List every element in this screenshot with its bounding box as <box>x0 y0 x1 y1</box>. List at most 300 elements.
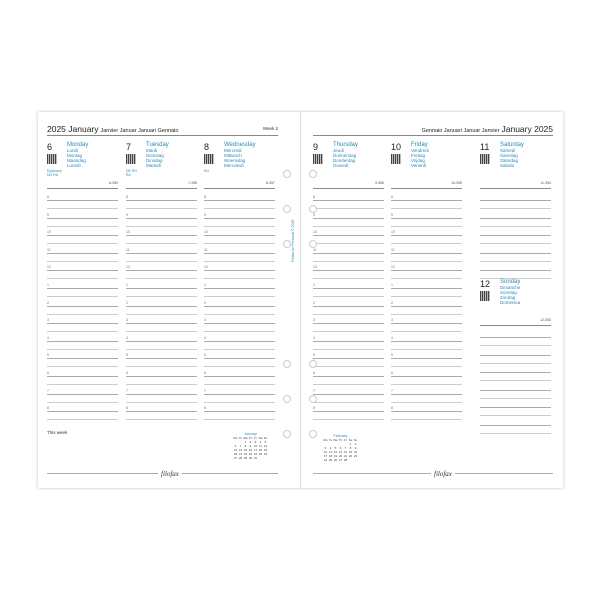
hour-label: 6 <box>313 371 315 375</box>
hour-line <box>391 235 462 236</box>
day-name-translation: Zondag <box>500 295 516 300</box>
hour-line <box>480 218 551 219</box>
hour-line <box>126 253 197 254</box>
day-name-translation: Jeudi <box>333 148 344 153</box>
day-name: Sunday Dimanche Sonntag Zondag Domenica <box>500 279 521 305</box>
day-name: Thursday Jeudi Donnerstag Donderdag Giovedì <box>333 142 359 168</box>
hour-line <box>313 411 384 412</box>
calendar-day: 19 <box>263 448 268 452</box>
punch-hole <box>283 395 291 403</box>
half-hour-line <box>126 384 197 385</box>
half-hour-line <box>391 278 462 279</box>
half-hour-line <box>126 402 197 403</box>
calendar-day: 25 <box>258 452 263 456</box>
calendar-day: 17 <box>253 448 258 452</box>
punch-hole <box>309 360 317 368</box>
hour-label: 6 <box>126 371 128 375</box>
hour-label: 10 <box>391 230 395 235</box>
hour-line <box>47 358 118 359</box>
hour-label: 7 <box>47 388 49 393</box>
half-hour-line <box>313 349 384 350</box>
hour-label: 8 <box>47 406 49 411</box>
calendar-day: 6 <box>339 446 342 450</box>
qr-code <box>204 154 214 164</box>
calendar-day: 24 <box>323 458 328 462</box>
day-rule <box>204 188 275 189</box>
hour-label: 10 <box>126 230 130 235</box>
calendar-day: 27 <box>233 456 238 460</box>
calendar-day: 9 <box>354 446 357 450</box>
half-hour-line <box>47 402 118 403</box>
day-name-translation: Lunedì <box>67 163 81 168</box>
day-name-translation: Mercredi <box>224 148 242 153</box>
calendar-day: 22 <box>243 452 248 456</box>
hour-line <box>313 341 384 342</box>
day-count: 11-354 <box>540 181 551 185</box>
hour-label: 7 <box>126 388 128 393</box>
hour-line <box>480 390 551 391</box>
weekday-label: Su <box>263 436 268 440</box>
half-hour-line <box>47 243 118 244</box>
half-hour-line <box>47 384 118 385</box>
calendar-day <box>263 456 268 460</box>
calendar-day: 31 <box>253 456 258 460</box>
hour-line <box>204 376 275 377</box>
calendar-day: 26 <box>333 458 338 462</box>
day-name: Wednesday Mercredi Mittwoch Woensdag Mercoledì <box>224 142 256 168</box>
calendar-month: February <box>333 434 348 438</box>
calendar-day: 18 <box>258 448 263 452</box>
day-name-translation: Samstag <box>500 153 518 158</box>
day-count: 6-359 <box>109 181 118 185</box>
calendar-day: 4 <box>259 440 262 444</box>
month-translations: Janvier Januar Januari Gennaio <box>100 128 179 134</box>
hour-line <box>204 270 275 271</box>
half-hour-line <box>313 278 384 279</box>
punch-hole <box>309 430 317 438</box>
calendar-grid <box>323 438 358 462</box>
calendar-day: 29 <box>243 456 248 460</box>
half-hour-line <box>204 331 275 332</box>
weekday-label: We <box>243 436 248 440</box>
hour-line <box>480 253 551 254</box>
hour-label: 3 <box>204 318 206 323</box>
calendar-day: 12 <box>333 450 338 454</box>
hour-label: 4 <box>126 335 128 340</box>
half-hour-line <box>313 419 384 420</box>
hour-line <box>47 200 118 201</box>
calendar-day: 23 <box>248 452 253 456</box>
half-hour-line <box>126 366 197 367</box>
hour-line <box>126 394 197 395</box>
day-rule <box>126 188 197 189</box>
half-hour-line <box>204 349 275 350</box>
hour-line <box>47 270 118 271</box>
day-number: 6 <box>47 142 53 152</box>
hour-line <box>480 372 551 373</box>
punch-hole <box>283 205 291 213</box>
half-hour-line <box>126 331 197 332</box>
half-hour-line <box>47 278 118 279</box>
hour-line <box>480 355 551 356</box>
half-hour-line <box>126 226 197 227</box>
half-hour-line <box>480 345 551 346</box>
hour-line <box>204 341 275 342</box>
title-rule <box>47 135 278 136</box>
hour-label: 7 <box>313 388 315 393</box>
half-hour-line <box>313 366 384 367</box>
hour-line <box>47 323 118 324</box>
day-name-translation: Martedì <box>146 163 162 168</box>
half-hour-line <box>204 226 275 227</box>
calendar-day: 8 <box>349 446 352 450</box>
hour-label: 5 <box>204 353 206 358</box>
title-rule <box>313 135 553 136</box>
day-number: 12 <box>480 279 491 289</box>
half-hour-line <box>313 314 384 315</box>
half-hour-line <box>480 208 551 209</box>
hour-label: 6 <box>391 371 393 375</box>
day-name: Friday Vendredi Freitag Vrijdag Venerdì <box>411 142 429 168</box>
holiday-note: DE RO RU <box>126 169 138 177</box>
hour-label: 12 <box>313 265 317 270</box>
half-hour-line <box>391 226 462 227</box>
half-hour-line <box>480 433 551 434</box>
hour-label: 12 <box>47 265 51 270</box>
hour-label: 8 <box>126 406 128 411</box>
half-hour-line <box>313 208 384 209</box>
hour-label: 12 <box>204 265 208 270</box>
half-hour-line <box>204 366 275 367</box>
punch-hole <box>309 205 317 213</box>
calendar-day: 16 <box>353 450 358 454</box>
calendar-day: 26 <box>263 452 268 456</box>
day-name-translation: Donderdag <box>333 158 356 163</box>
hour-label: 2 <box>126 300 128 305</box>
calendar-day: 4 <box>329 446 332 450</box>
half-hour-line <box>391 314 462 315</box>
day-number: 11 <box>480 142 490 152</box>
hour-label: 10 <box>313 230 317 235</box>
hour-line <box>47 411 118 412</box>
day-count: 8-357 <box>266 181 275 185</box>
hour-label: 5 <box>313 353 315 358</box>
hour-label: 8 <box>391 406 393 411</box>
hour-line <box>313 323 384 324</box>
half-hour-line <box>313 384 384 385</box>
calendar-day: 13 <box>233 448 238 452</box>
hour-label: 7 <box>391 388 393 393</box>
half-hour-line <box>313 402 384 403</box>
hour-line <box>47 288 118 289</box>
half-hour-line <box>126 349 197 350</box>
half-hour-line <box>204 314 275 315</box>
calendar-day: 5 <box>334 446 337 450</box>
calendar-day: 28 <box>238 456 243 460</box>
hour-line <box>313 235 384 236</box>
day-name-translation: Sabato <box>500 163 515 168</box>
half-hour-line <box>391 261 462 262</box>
hour-line <box>47 253 118 254</box>
hour-line <box>480 270 551 271</box>
hour-line <box>480 407 551 408</box>
hour-line <box>47 376 118 377</box>
hour-line <box>204 253 275 254</box>
calendar-day: 30 <box>248 456 253 460</box>
punch-hole <box>283 360 291 368</box>
hour-label: 1 <box>47 283 49 287</box>
half-hour-line <box>313 296 384 297</box>
day-name-translation: Venerdì <box>411 163 427 168</box>
month-title: January 2025 <box>501 124 553 134</box>
half-hour-line <box>47 261 118 262</box>
brand-line: Filofax for Personal © 2025 <box>291 219 295 262</box>
hour-line <box>391 323 462 324</box>
hour-line <box>391 411 462 412</box>
half-hour-line <box>391 419 462 420</box>
hour-line <box>126 235 197 236</box>
half-hour-line <box>480 243 551 244</box>
hour-label: 1 <box>313 283 315 287</box>
half-hour-line <box>313 243 384 244</box>
hour-line <box>47 341 118 342</box>
day-count: 7-358 <box>188 181 197 185</box>
half-hour-line <box>204 402 275 403</box>
day-name: Saturday Samedi Samstag Zaterdag Sabato <box>500 142 525 168</box>
day-name-translation: Dinsdag <box>146 158 163 163</box>
day-name-translation: Vendredi <box>411 148 429 153</box>
hour-line <box>126 200 197 201</box>
hour-label: 11 <box>126 247 130 252</box>
hour-label: 1 <box>126 283 128 287</box>
calendar-day: 28 <box>343 458 348 462</box>
mini-calendar-january <box>233 432 268 460</box>
day-name-translation: Domenica <box>500 300 521 305</box>
half-hour-line <box>47 208 118 209</box>
weekday-label: Th <box>338 438 343 442</box>
filofax-logo: filofax <box>431 470 455 478</box>
half-hour-line <box>47 226 118 227</box>
day-name-translation: Freitag <box>411 153 426 158</box>
left-title <box>47 124 178 134</box>
half-hour-line <box>480 398 551 399</box>
hour-label: 5 <box>391 353 393 358</box>
calendar-day: 1 <box>349 442 352 446</box>
hour-label: 1 <box>391 283 393 287</box>
day-name-translation: Samedi <box>500 148 516 153</box>
punch-hole <box>283 430 291 438</box>
hour-label: 6 <box>47 371 49 375</box>
half-hour-line <box>204 261 275 262</box>
day-name-translation: Sonntag <box>500 290 517 295</box>
hour-line <box>126 341 197 342</box>
hour-label: 11 <box>313 247 317 252</box>
qr-code <box>313 154 323 164</box>
calendar-day: 21 <box>238 452 243 456</box>
hour-label: 2 <box>313 300 315 305</box>
day-rule <box>480 325 551 326</box>
qr-code <box>391 154 401 164</box>
punch-hole <box>309 240 317 248</box>
hour-line <box>480 200 551 201</box>
calendar-day: 27 <box>338 458 343 462</box>
half-hour-line <box>204 384 275 385</box>
month-translations: Gennaio Januari Januar Janvier <box>421 128 500 134</box>
half-hour-line <box>480 363 551 364</box>
weekday-label: Fr <box>344 438 347 442</box>
weekday-label: Sa <box>348 438 353 442</box>
half-hour-line <box>480 380 551 381</box>
hour-line <box>313 358 384 359</box>
calendar-day: 11 <box>258 444 263 448</box>
day-name-translation: Zaterdag <box>500 158 519 163</box>
punch-hole <box>283 240 291 248</box>
weekday-label: Mo <box>233 436 238 440</box>
calendar-day: 2 <box>249 440 252 444</box>
hour-line <box>47 218 118 219</box>
calendar-grid <box>233 436 268 460</box>
half-hour-line <box>47 314 118 315</box>
hour-label: 10 <box>47 230 51 235</box>
half-hour-line <box>313 226 384 227</box>
hour-line <box>313 376 384 377</box>
day-name-translation: Mercoledì <box>224 163 244 168</box>
half-hour-line <box>204 243 275 244</box>
half-hour-line <box>480 261 551 262</box>
hour-label: 8 <box>204 406 206 411</box>
calendar-day: 13 <box>338 450 343 454</box>
hour-line <box>47 306 118 307</box>
calendar-day: 10 <box>323 450 328 454</box>
half-hour-line <box>391 402 462 403</box>
half-hour-line <box>391 366 462 367</box>
this-week-label: This week <box>47 430 68 435</box>
hour-label: 9 <box>126 212 128 217</box>
calendar-day: 20 <box>338 454 343 458</box>
holiday-note: RU <box>204 169 210 173</box>
calendar-month: January <box>244 432 257 436</box>
weekday-label: Th <box>248 436 253 440</box>
hour-label: 3 <box>391 318 393 323</box>
hour-label: 9 <box>47 212 49 217</box>
hour-label: 9 <box>313 212 315 217</box>
day-name-translation: Mittwoch <box>224 153 242 158</box>
hour-line <box>204 323 275 324</box>
calendar-day: 6 <box>234 444 237 448</box>
hour-label: 2 <box>204 300 206 305</box>
day-rule <box>391 188 462 189</box>
hour-line <box>204 288 275 289</box>
hour-label: 3 <box>47 318 49 323</box>
day-number: 9 <box>313 142 319 152</box>
hour-label: 12 <box>391 265 395 270</box>
day-name-translation: Maandag <box>67 158 86 163</box>
hour-line <box>204 411 275 412</box>
calendar-week <box>233 456 268 460</box>
hour-line <box>480 235 551 236</box>
hour-label: 4 <box>47 335 49 340</box>
day-name-translation: Dienstag <box>146 153 164 158</box>
calendar-day: 8 <box>244 444 247 448</box>
hour-label: 2 <box>391 300 393 305</box>
half-hour-line <box>204 419 275 420</box>
hour-line <box>480 425 551 426</box>
day-name-translation: Woensdag <box>224 158 246 163</box>
hour-label: 8 <box>313 406 315 411</box>
hour-line <box>313 288 384 289</box>
day-number: 8 <box>204 142 210 152</box>
hour-line <box>47 235 118 236</box>
hour-line <box>126 358 197 359</box>
half-hour-line <box>47 331 118 332</box>
half-hour-line <box>313 331 384 332</box>
calendar-day: 14 <box>343 450 348 454</box>
hour-line <box>313 270 384 271</box>
hour-label: 9 <box>204 212 206 217</box>
hour-line <box>204 306 275 307</box>
calendar-day: 23 <box>353 454 358 458</box>
half-hour-line <box>204 278 275 279</box>
half-hour-line <box>126 419 197 420</box>
hour-line <box>126 270 197 271</box>
hour-line <box>204 218 275 219</box>
hour-line <box>391 200 462 201</box>
hour-line <box>313 253 384 254</box>
hour-label: 5 <box>126 353 128 358</box>
half-hour-line <box>126 243 197 244</box>
hour-label: 1 <box>204 283 206 287</box>
weekday-label: Tu <box>328 438 333 442</box>
calendar-day: 25 <box>328 458 333 462</box>
hour-label: 8 <box>391 195 393 199</box>
hour-label: 3 <box>126 318 128 323</box>
right-page <box>291 112 563 488</box>
hour-line <box>313 306 384 307</box>
calendar-day: 14 <box>238 448 243 452</box>
half-hour-line <box>313 261 384 262</box>
hour-line <box>391 394 462 395</box>
punch-hole <box>309 395 317 403</box>
hour-label: 8 <box>313 195 315 199</box>
half-hour-line <box>126 278 197 279</box>
calendar-day: 21 <box>343 454 348 458</box>
half-hour-line <box>391 243 462 244</box>
week-number: Week 2 <box>262 126 278 131</box>
calendar-day: 3 <box>254 440 257 444</box>
day-number: 7 <box>126 142 132 152</box>
hour-line <box>391 253 462 254</box>
day-name-translation: Montag <box>67 153 83 158</box>
left-page <box>38 112 300 488</box>
hour-label: 5 <box>47 353 49 358</box>
hour-line <box>313 200 384 201</box>
half-hour-line <box>391 331 462 332</box>
half-hour-line <box>391 384 462 385</box>
hour-label: 6 <box>204 371 206 375</box>
holiday-note: Epiphany NO RU <box>47 169 62 177</box>
calendar-day: 19 <box>333 454 338 458</box>
day-name: Tuesday Mardi Dienstag Dinsdag Martedì <box>146 142 169 168</box>
half-hour-line <box>480 415 551 416</box>
hour-line <box>391 270 462 271</box>
half-hour-line <box>391 296 462 297</box>
day-number: 10 <box>391 142 402 152</box>
half-hour-line <box>47 349 118 350</box>
qr-code <box>126 154 136 164</box>
hour-line <box>313 394 384 395</box>
hour-line <box>313 218 384 219</box>
hour-line <box>126 323 197 324</box>
